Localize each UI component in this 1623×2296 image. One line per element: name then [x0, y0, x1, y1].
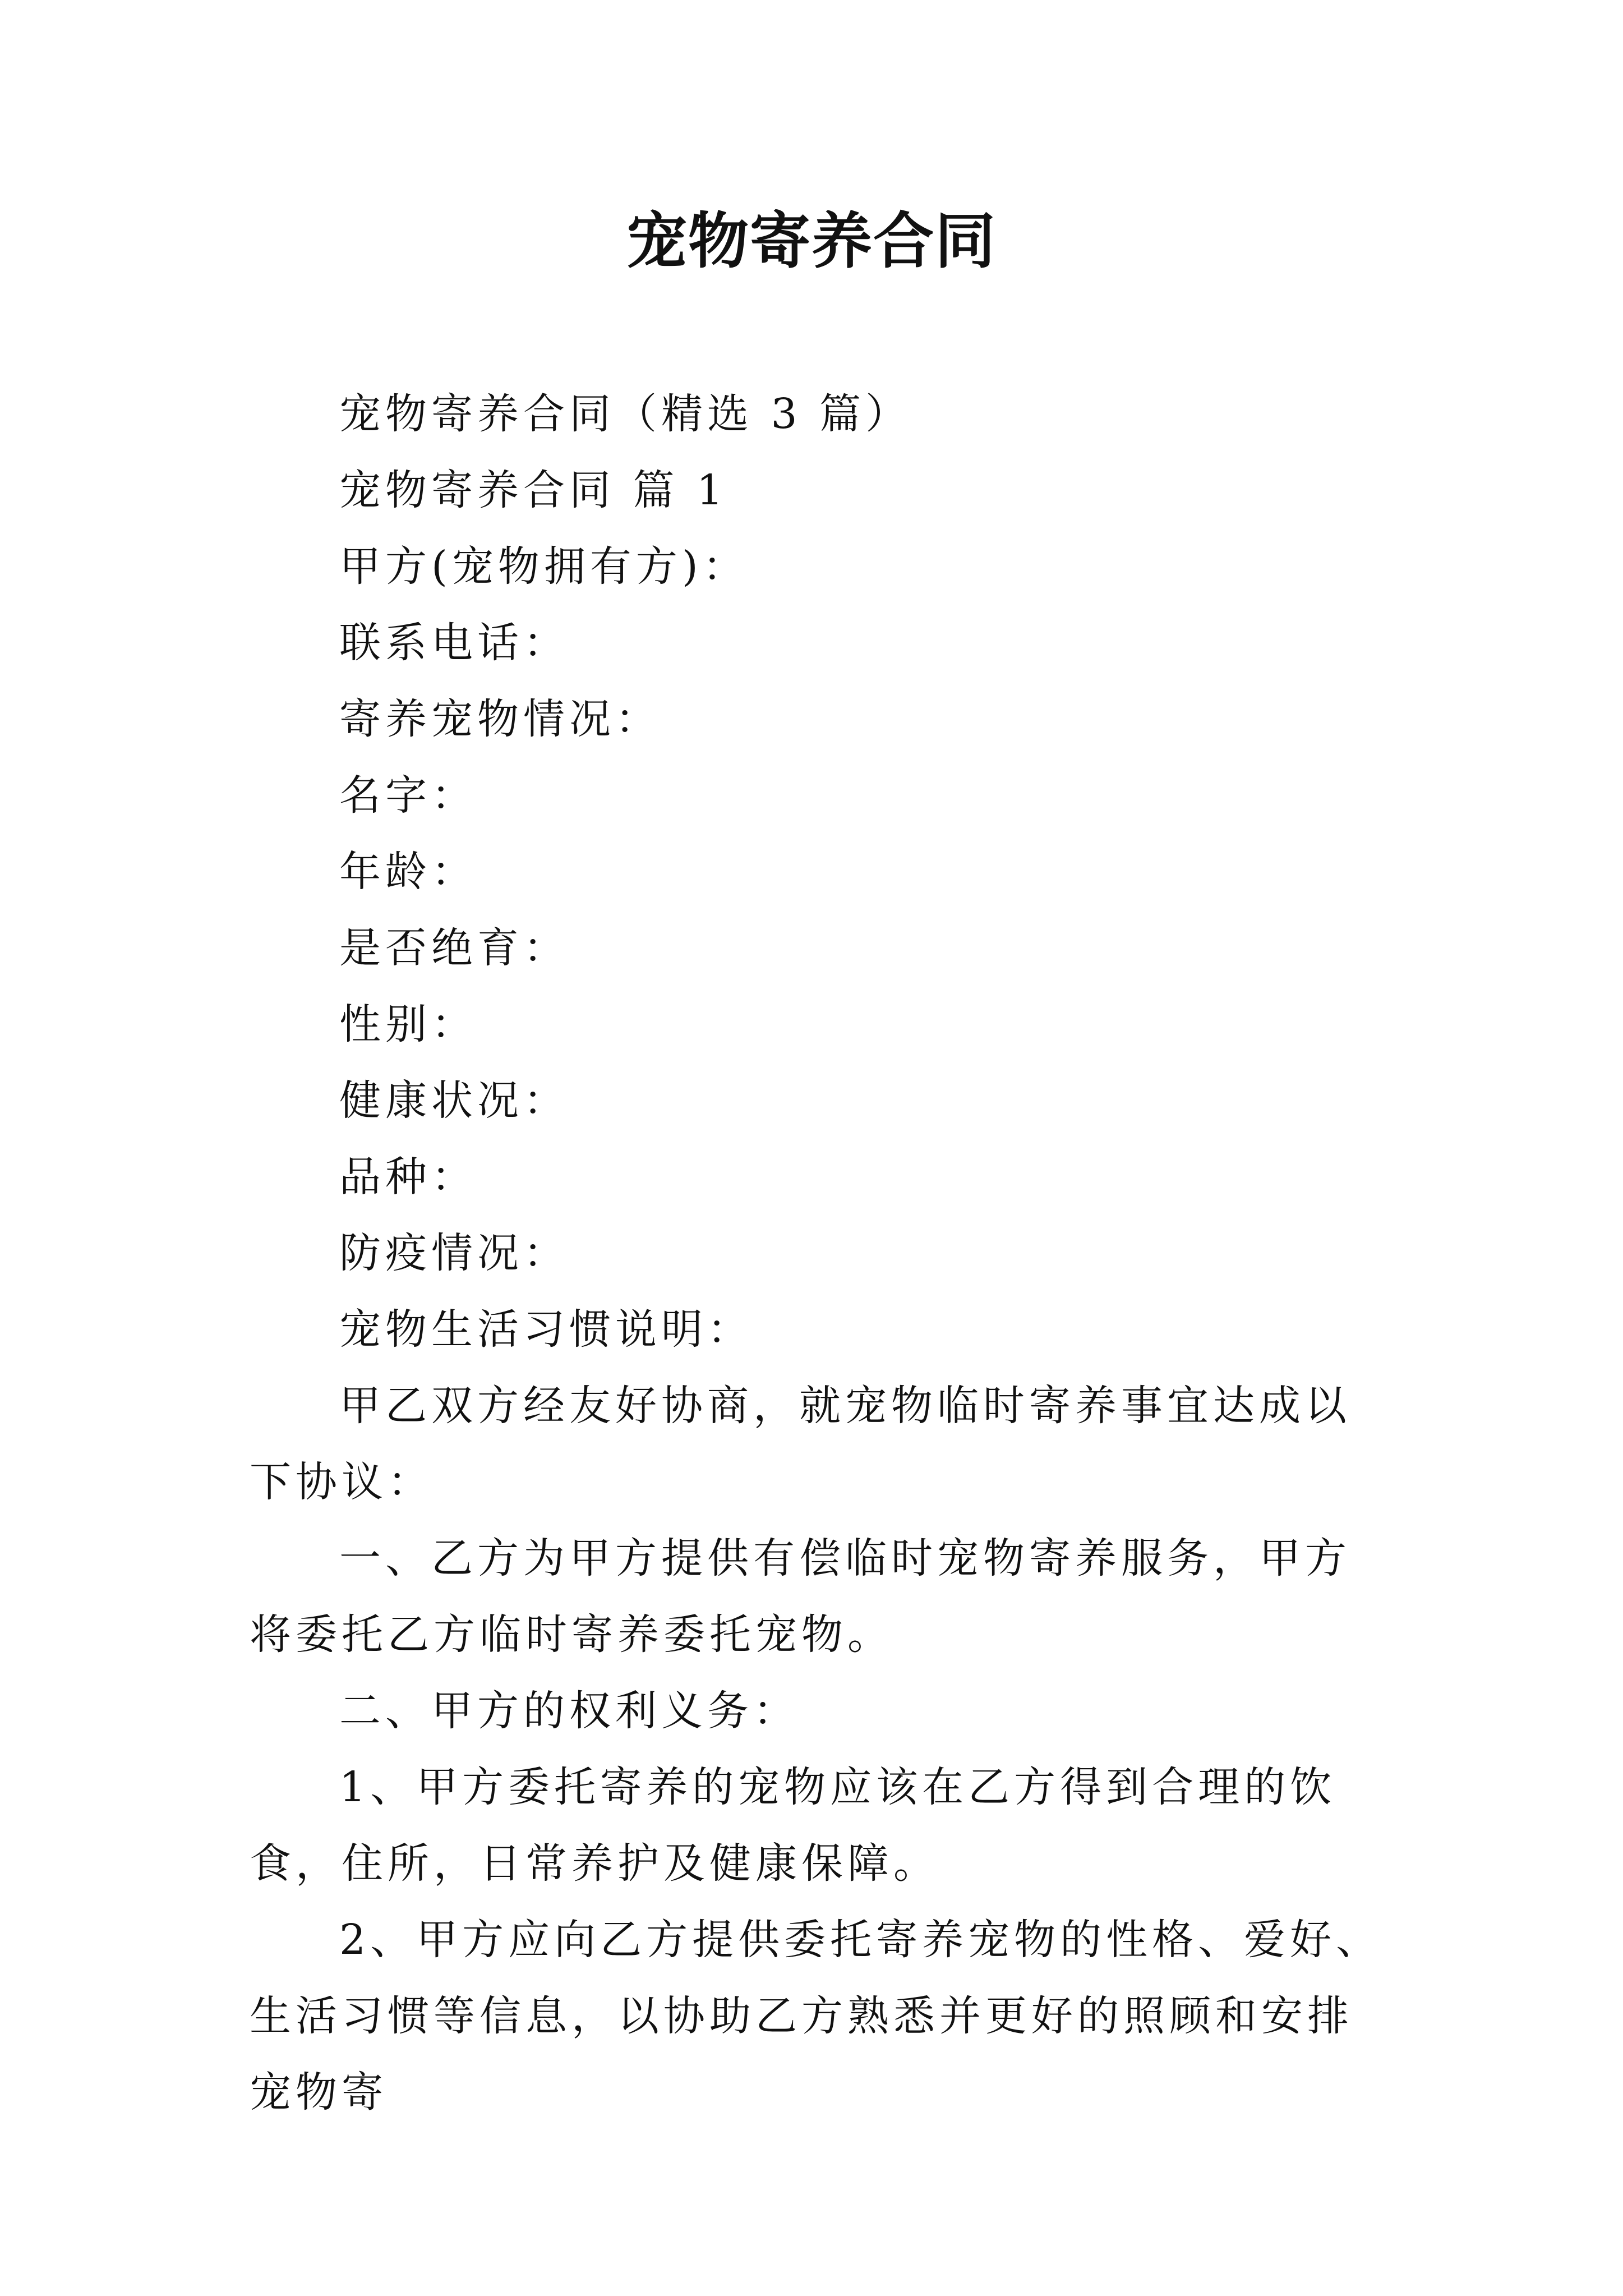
paragraph-section-heading: 宠物寄养合同 篇 1 — [339, 466, 728, 514]
document-title: 宠物寄养合同 — [626, 206, 997, 277]
paragraph-habits: 宠物生活习惯说明： — [339, 1305, 753, 1354]
paragraph-clause-2-heading: 二、甲方的权利义务： — [339, 1687, 799, 1735]
paragraph-subtitle: 宠物寄养合同（精选 3 篇） — [339, 390, 912, 438]
paragraph-vaccination: 防疫情况： — [339, 1229, 569, 1277]
paragraph-name: 名字： — [339, 771, 477, 820]
paragraph-gender: 性别： — [339, 1000, 477, 1048]
paragraph-clause-2-item-2: 2、甲方应向乙方提供委托寄养宠物的性格、爱好、生活习惯等信息，以协助乙方熟悉并更好的照顾和安排宠物寄 — [250, 1916, 1382, 2116]
paragraph-party-a: 甲方(宠物拥有方)： — [339, 542, 749, 591]
paragraph-health: 健康状况： — [339, 1076, 569, 1125]
paragraph-agreement-intro: 甲乙双方经友好协商，就宠物临时寄养事宜达成以下协议： — [250, 1382, 1351, 1506]
paragraph-age: 年龄： — [339, 848, 477, 896]
document-body — [250, 376, 1382, 2131]
paragraph-pet-info: 寄养宠物情况： — [339, 695, 661, 743]
paragraph-phone: 联系电话： — [339, 619, 569, 667]
paragraph-breed: 品种： — [339, 1153, 477, 1201]
paragraph-neutered: 是否绝育： — [339, 924, 569, 972]
paragraph-clause-2-item-1: 1、甲方委托寄养的宠物应该在乙方得到合理的饮食，住所，日常养护及健康保障。 — [250, 1763, 1336, 1888]
paragraph-clause-1: 一、乙方为甲方提供有偿临时宠物寄养服务，甲方将委托乙方临时寄养委托宠物。 — [250, 1534, 1351, 1659]
